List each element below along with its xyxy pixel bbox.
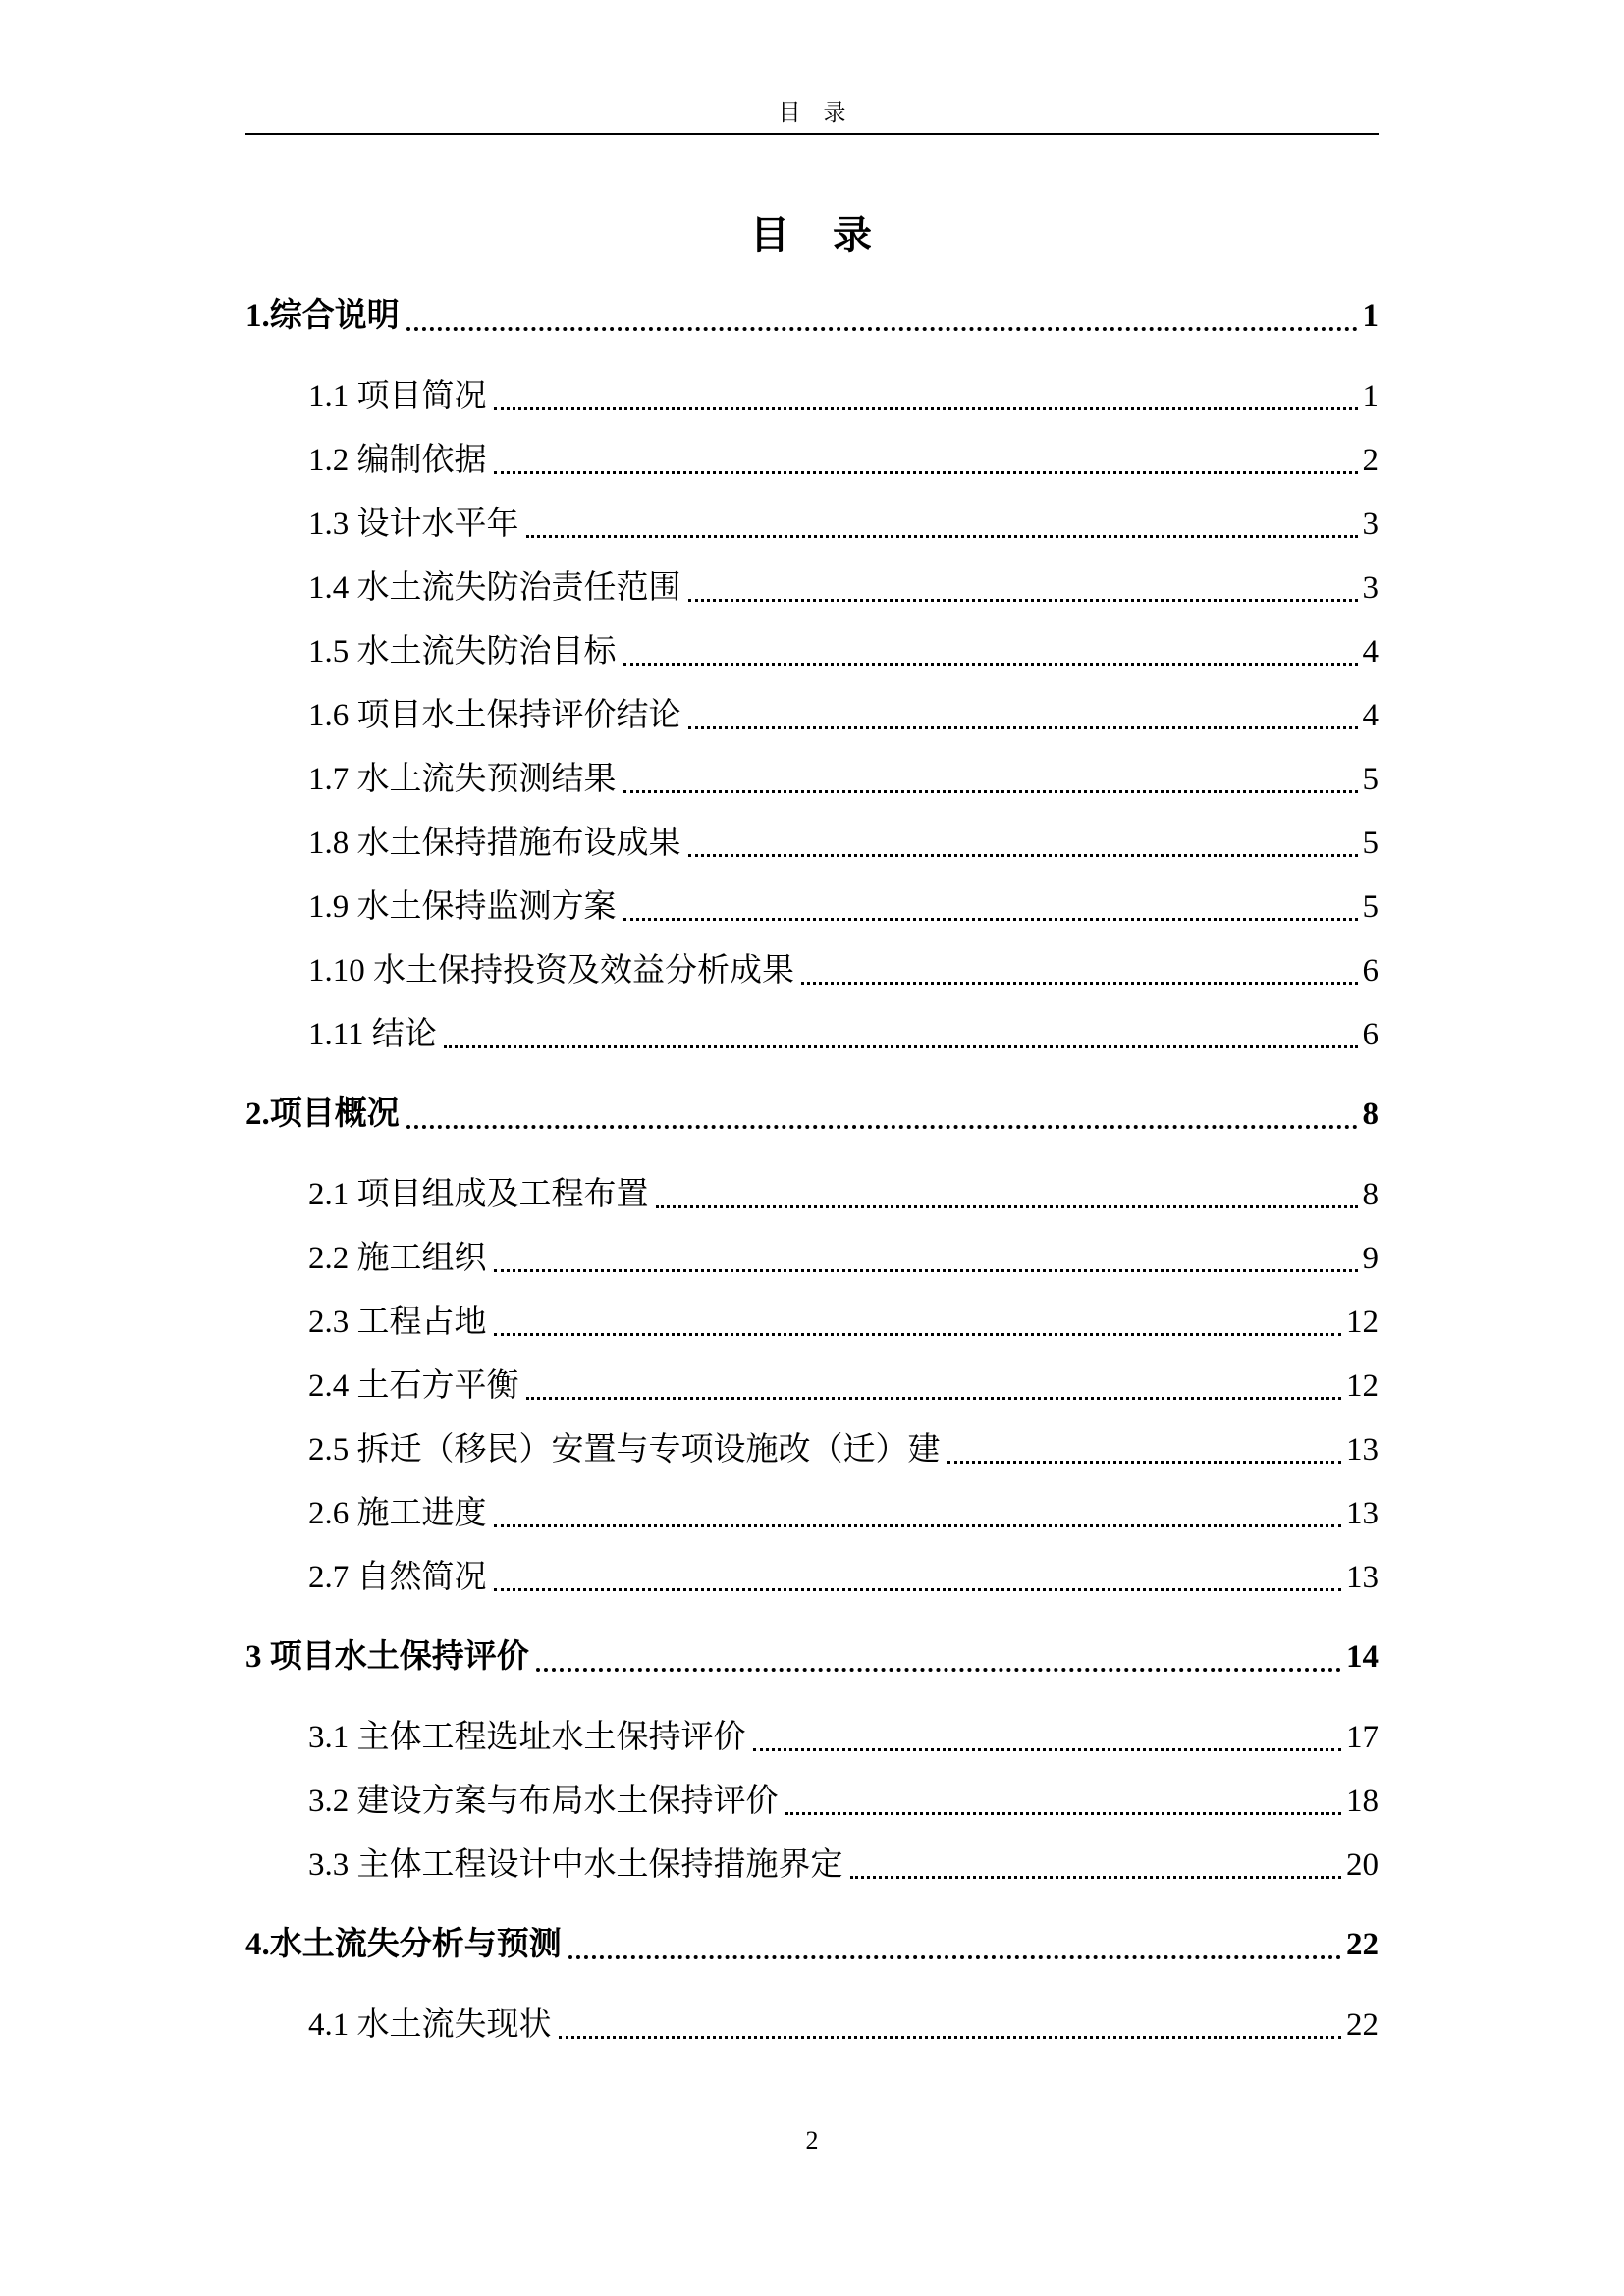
toc-entry-page: 5 <box>1362 889 1379 925</box>
toc-entry[interactable] <box>245 1418 1379 1482</box>
toc-entry[interactable] <box>245 684 1379 748</box>
toc-entry[interactable] <box>245 1083 1379 1147</box>
toc-entry-page: 13 <box>1346 1496 1379 1531</box>
toc-entry-page: 13 <box>1346 1432 1379 1468</box>
toc-entry[interactable] <box>245 620 1379 684</box>
toc-entry-label: 3 项目水土保持评价 <box>245 1639 529 1675</box>
toc-entry-page: 4 <box>1362 634 1379 669</box>
toc-entry[interactable] <box>245 1163 1379 1227</box>
toc-entry-label: 1.3 设计水平年 <box>308 507 519 542</box>
dot-leader <box>494 407 1358 410</box>
toc-entry-page: 2 <box>1362 443 1379 478</box>
dot-leader <box>688 726 1358 729</box>
toc-entry-page: 9 <box>1362 1241 1379 1276</box>
toc-entry-page: 14 <box>1346 1639 1379 1675</box>
dot-leader <box>494 1333 1342 1336</box>
dot-leader <box>406 1125 1358 1129</box>
toc-entry[interactable] <box>245 285 1379 348</box>
dot-leader <box>656 1205 1358 1208</box>
toc-entry-page: 5 <box>1362 826 1379 861</box>
toc-entry-label: 2.项目概况 <box>245 1096 400 1132</box>
toc-entry-label: 1.10 水土保持投资及效益分析成果 <box>308 953 794 988</box>
toc-entry-page: 1 <box>1362 298 1379 334</box>
dot-leader <box>559 2036 1342 2039</box>
dot-leader <box>494 1524 1342 1527</box>
toc-entry-page: 20 <box>1346 1847 1379 1883</box>
toc-entry-page: 18 <box>1346 1784 1379 1819</box>
dot-leader <box>785 1812 1342 1815</box>
toc-entry[interactable] <box>245 1003 1379 1067</box>
toc-entry-page: 17 <box>1346 1720 1379 1755</box>
dot-leader <box>406 327 1358 331</box>
toc-entry-label: 1.8 水土保持措施布设成果 <box>308 826 681 861</box>
toc-entry[interactable] <box>245 812 1379 876</box>
dot-leader <box>850 1876 1342 1879</box>
toc-entry-label: 2.4 土石方平衡 <box>308 1368 519 1404</box>
dot-leader <box>526 535 1358 538</box>
dot-leader <box>623 790 1358 793</box>
toc-entry-page: 6 <box>1362 1017 1379 1052</box>
dot-leader <box>494 1588 1342 1591</box>
dot-leader <box>444 1045 1358 1048</box>
page-title: 目 录 <box>750 213 874 257</box>
dot-leader <box>688 854 1358 857</box>
toc-entry-label: 4.水土流失分析与预测 <box>245 1927 562 1962</box>
toc-entry[interactable] <box>245 1913 1379 1977</box>
toc-entry[interactable] <box>245 365 1379 429</box>
toc-entry[interactable] <box>245 429 1379 493</box>
toc-entry[interactable] <box>245 748 1379 812</box>
toc-entry-page: 8 <box>1362 1177 1379 1212</box>
toc-entry-page: 3 <box>1362 570 1379 606</box>
toc-entry[interactable] <box>245 1482 1379 1546</box>
toc-entry-label: 1.11 结论 <box>308 1017 437 1052</box>
toc-entry-label: 2.7 自然简况 <box>308 1560 487 1595</box>
toc-entry-label: 1.6 项目水土保持评价结论 <box>308 698 681 733</box>
dot-leader <box>568 1955 1341 1959</box>
toc-entry[interactable] <box>245 493 1379 557</box>
toc-entry[interactable] <box>245 1770 1379 1834</box>
toc-entry-page: 12 <box>1346 1305 1379 1340</box>
toc-entry-page: 22 <box>1346 2007 1379 2043</box>
toc-entry-label: 2.1 项目组成及工程布置 <box>308 1177 649 1212</box>
toc-entry[interactable] <box>245 1291 1379 1355</box>
toc-entry-label: 2.5 拆迁（移民）安置与专项设施改（迁）建 <box>308 1432 941 1468</box>
toc-entry[interactable] <box>245 876 1379 939</box>
dot-leader <box>536 1668 1341 1672</box>
toc-entry-label: 1.9 水土保持监测方案 <box>308 889 617 925</box>
toc-entry-page: 1 <box>1362 379 1379 414</box>
toc-entry[interactable] <box>245 557 1379 620</box>
dot-leader <box>623 663 1358 666</box>
dot-leader <box>494 1269 1358 1272</box>
toc-entry[interactable] <box>245 1546 1379 1610</box>
dot-leader <box>494 471 1358 474</box>
dot-leader <box>947 1461 1342 1464</box>
toc-entry-label: 1.7 水土流失预测结果 <box>308 762 617 797</box>
dot-leader <box>753 1748 1342 1751</box>
toc-entry[interactable] <box>245 1355 1379 1418</box>
toc-entry-label: 1.2 编制依据 <box>308 443 487 478</box>
toc-entry-label: 2.2 施工组织 <box>308 1241 487 1276</box>
dot-leader <box>526 1397 1342 1400</box>
toc-entry[interactable] <box>245 939 1379 1003</box>
toc-entry-label: 3.1 主体工程选址水土保持评价 <box>308 1720 746 1755</box>
toc-entry-page: 3 <box>1362 507 1379 542</box>
toc-entry-page: 12 <box>1346 1368 1379 1404</box>
toc-entry-label: 3.3 主体工程设计中水土保持措施界定 <box>308 1847 843 1883</box>
toc-entry-label: 4.1 水土流失现状 <box>308 2007 552 2043</box>
dot-leader <box>688 599 1358 602</box>
page-number: 2 <box>805 2126 819 2155</box>
toc-entry-page: 5 <box>1362 762 1379 797</box>
dot-leader <box>623 918 1358 921</box>
toc-entry-label: 1.4 水土流失防治责任范围 <box>308 570 681 606</box>
toc-entry-label: 2.3 工程占地 <box>308 1305 487 1340</box>
toc-entry[interactable] <box>245 1626 1379 1689</box>
dot-leader <box>801 982 1358 985</box>
toc-entry-page: 6 <box>1362 953 1379 988</box>
toc-entry-label: 2.6 施工进度 <box>308 1496 487 1531</box>
toc-entry-page: 4 <box>1362 698 1379 733</box>
toc-entry-page: 22 <box>1346 1927 1379 1962</box>
toc-entry-label: 1.1 项目简况 <box>308 379 487 414</box>
toc-entry[interactable] <box>245 1994 1379 2057</box>
running-header: 目 录 <box>245 0 1379 135</box>
toc-entry[interactable] <box>245 1706 1379 1770</box>
toc-entry-page: 13 <box>1346 1560 1379 1595</box>
toc-entry[interactable] <box>245 1834 1379 1897</box>
toc-list <box>245 285 1379 2057</box>
toc-entry-page: 8 <box>1362 1096 1379 1132</box>
toc-entry-label: 1.综合说明 <box>245 298 400 334</box>
toc-entry-label: 3.2 建设方案与布局水土保持评价 <box>308 1784 779 1819</box>
toc-entry-label: 1.5 水土流失防治目标 <box>308 634 617 669</box>
toc-entry[interactable] <box>245 1227 1379 1291</box>
